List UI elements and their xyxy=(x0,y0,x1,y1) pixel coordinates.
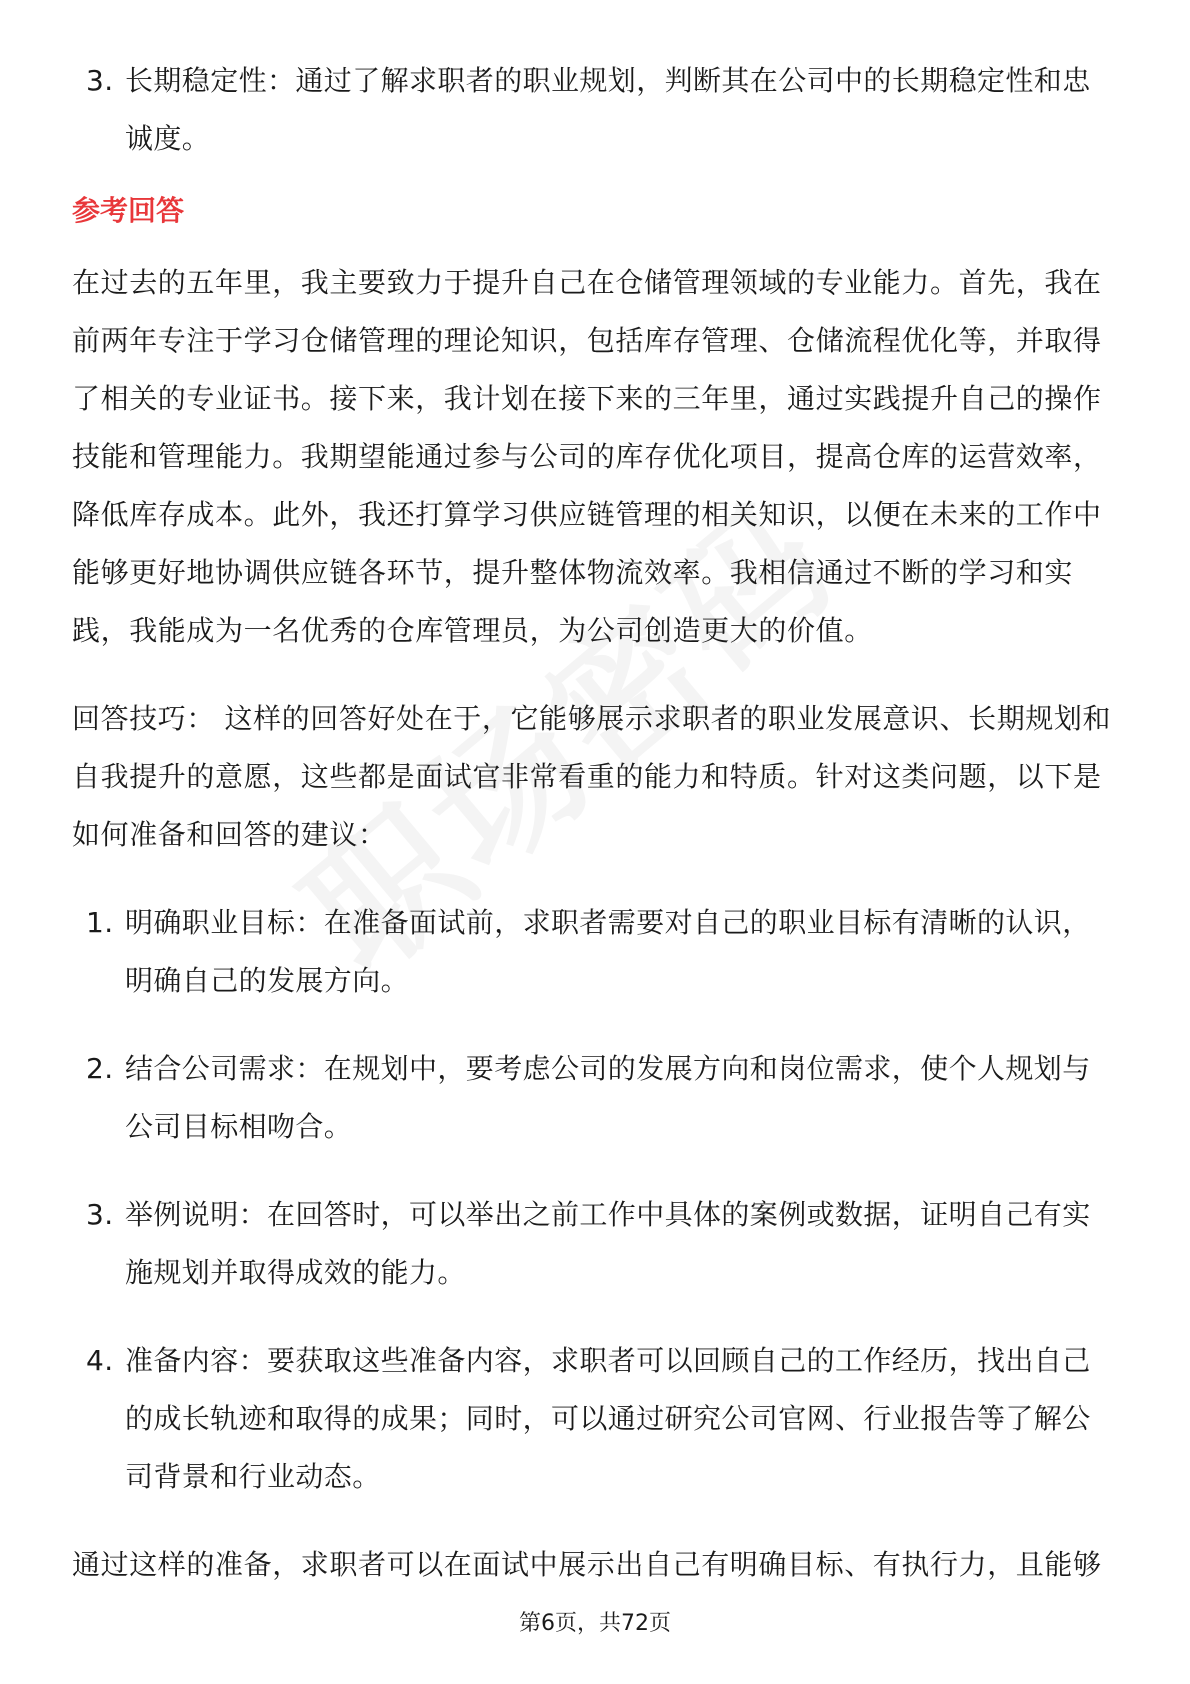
list-item-text: 举例说明：在回答时，可以举出之前工作中具体的案例或数据，证明自己有实施规划并取得成效的能力。 xyxy=(125,1198,1091,1289)
closing-paragraph: 通过这样的准备，求职者可以在面试中展示出自己有明确目标、有执行力，且能够 xyxy=(72,1548,1102,1581)
page-content xyxy=(72,52,1122,1594)
list-item-text: 准备内容：要获取这些准备内容，求职者可以回顾自己的工作经历，找出自己的成长轨迹和取得的成果；同时，可以通过研究公司官网、行业报告等了解公司背景和行业动态。 xyxy=(125,1344,1091,1493)
answer-paragraph: 在过去的五年里，我主要致力于提升自己在仓储管理领域的专业能力。首先，我在前两年专注于学习仓储管理的理论知识，包括库存管理、仓储流程优化等，并取得了相关的专业证书。接下来，我计划在接下来的三年里，通过实践提升自己的操作技能和管理能力。我期望能通过参与公司的库存优化项目，提高仓库的运营效率，降低库存成本。此外，我还打算学习供应链管理的相关知识，以便在未来的工作中能够更好地协调供应链各环节，提升整体物流效率。我相信通过不断的学习和实践，我能成为一名优秀的仓库管理员，为公司创造更大的价值。 xyxy=(72,266,1102,647)
tip-item-4 xyxy=(72,1332,1122,1506)
list-item-long-term-stability xyxy=(72,52,1122,168)
tip-item-3 xyxy=(72,1186,1122,1302)
list-item-number: 1. xyxy=(86,906,114,939)
list-item-text: 结合公司需求：在规划中，要考虑公司的发展方向和岗位需求，使个人规划与公司目标相吻合。 xyxy=(125,1052,1091,1143)
list-item-number: 4. xyxy=(86,1344,114,1377)
list-item-text: 明确职业目标：在准备面试前，求职者需要对自己的职业目标有清晰的认识，明确自己的发展方向。 xyxy=(125,906,1091,997)
tips-paragraph: 回答技巧： 这样的回答好处在于，它能够展示求职者的职业发展意识、长期规划和自我提升的意愿，这些都是面试官非常看重的能力和特质。针对这类问题，以下是如何准备和回答的建议： xyxy=(72,702,1112,851)
list-item-number: 3. xyxy=(86,1198,114,1231)
list-item-number: 2. xyxy=(86,1052,114,1085)
list-item-number: 3. xyxy=(86,64,114,97)
section-heading: 参考回答 xyxy=(72,194,185,227)
tip-item-2 xyxy=(72,1040,1122,1156)
page-footer: 第6页，共72页 xyxy=(519,1611,671,1636)
tip-item-1 xyxy=(72,894,1122,1010)
list-item-text: 长期稳定性：通过了解求职者的职业规划，判断其在公司中的长期稳定性和忠诚度。 xyxy=(125,64,1091,155)
